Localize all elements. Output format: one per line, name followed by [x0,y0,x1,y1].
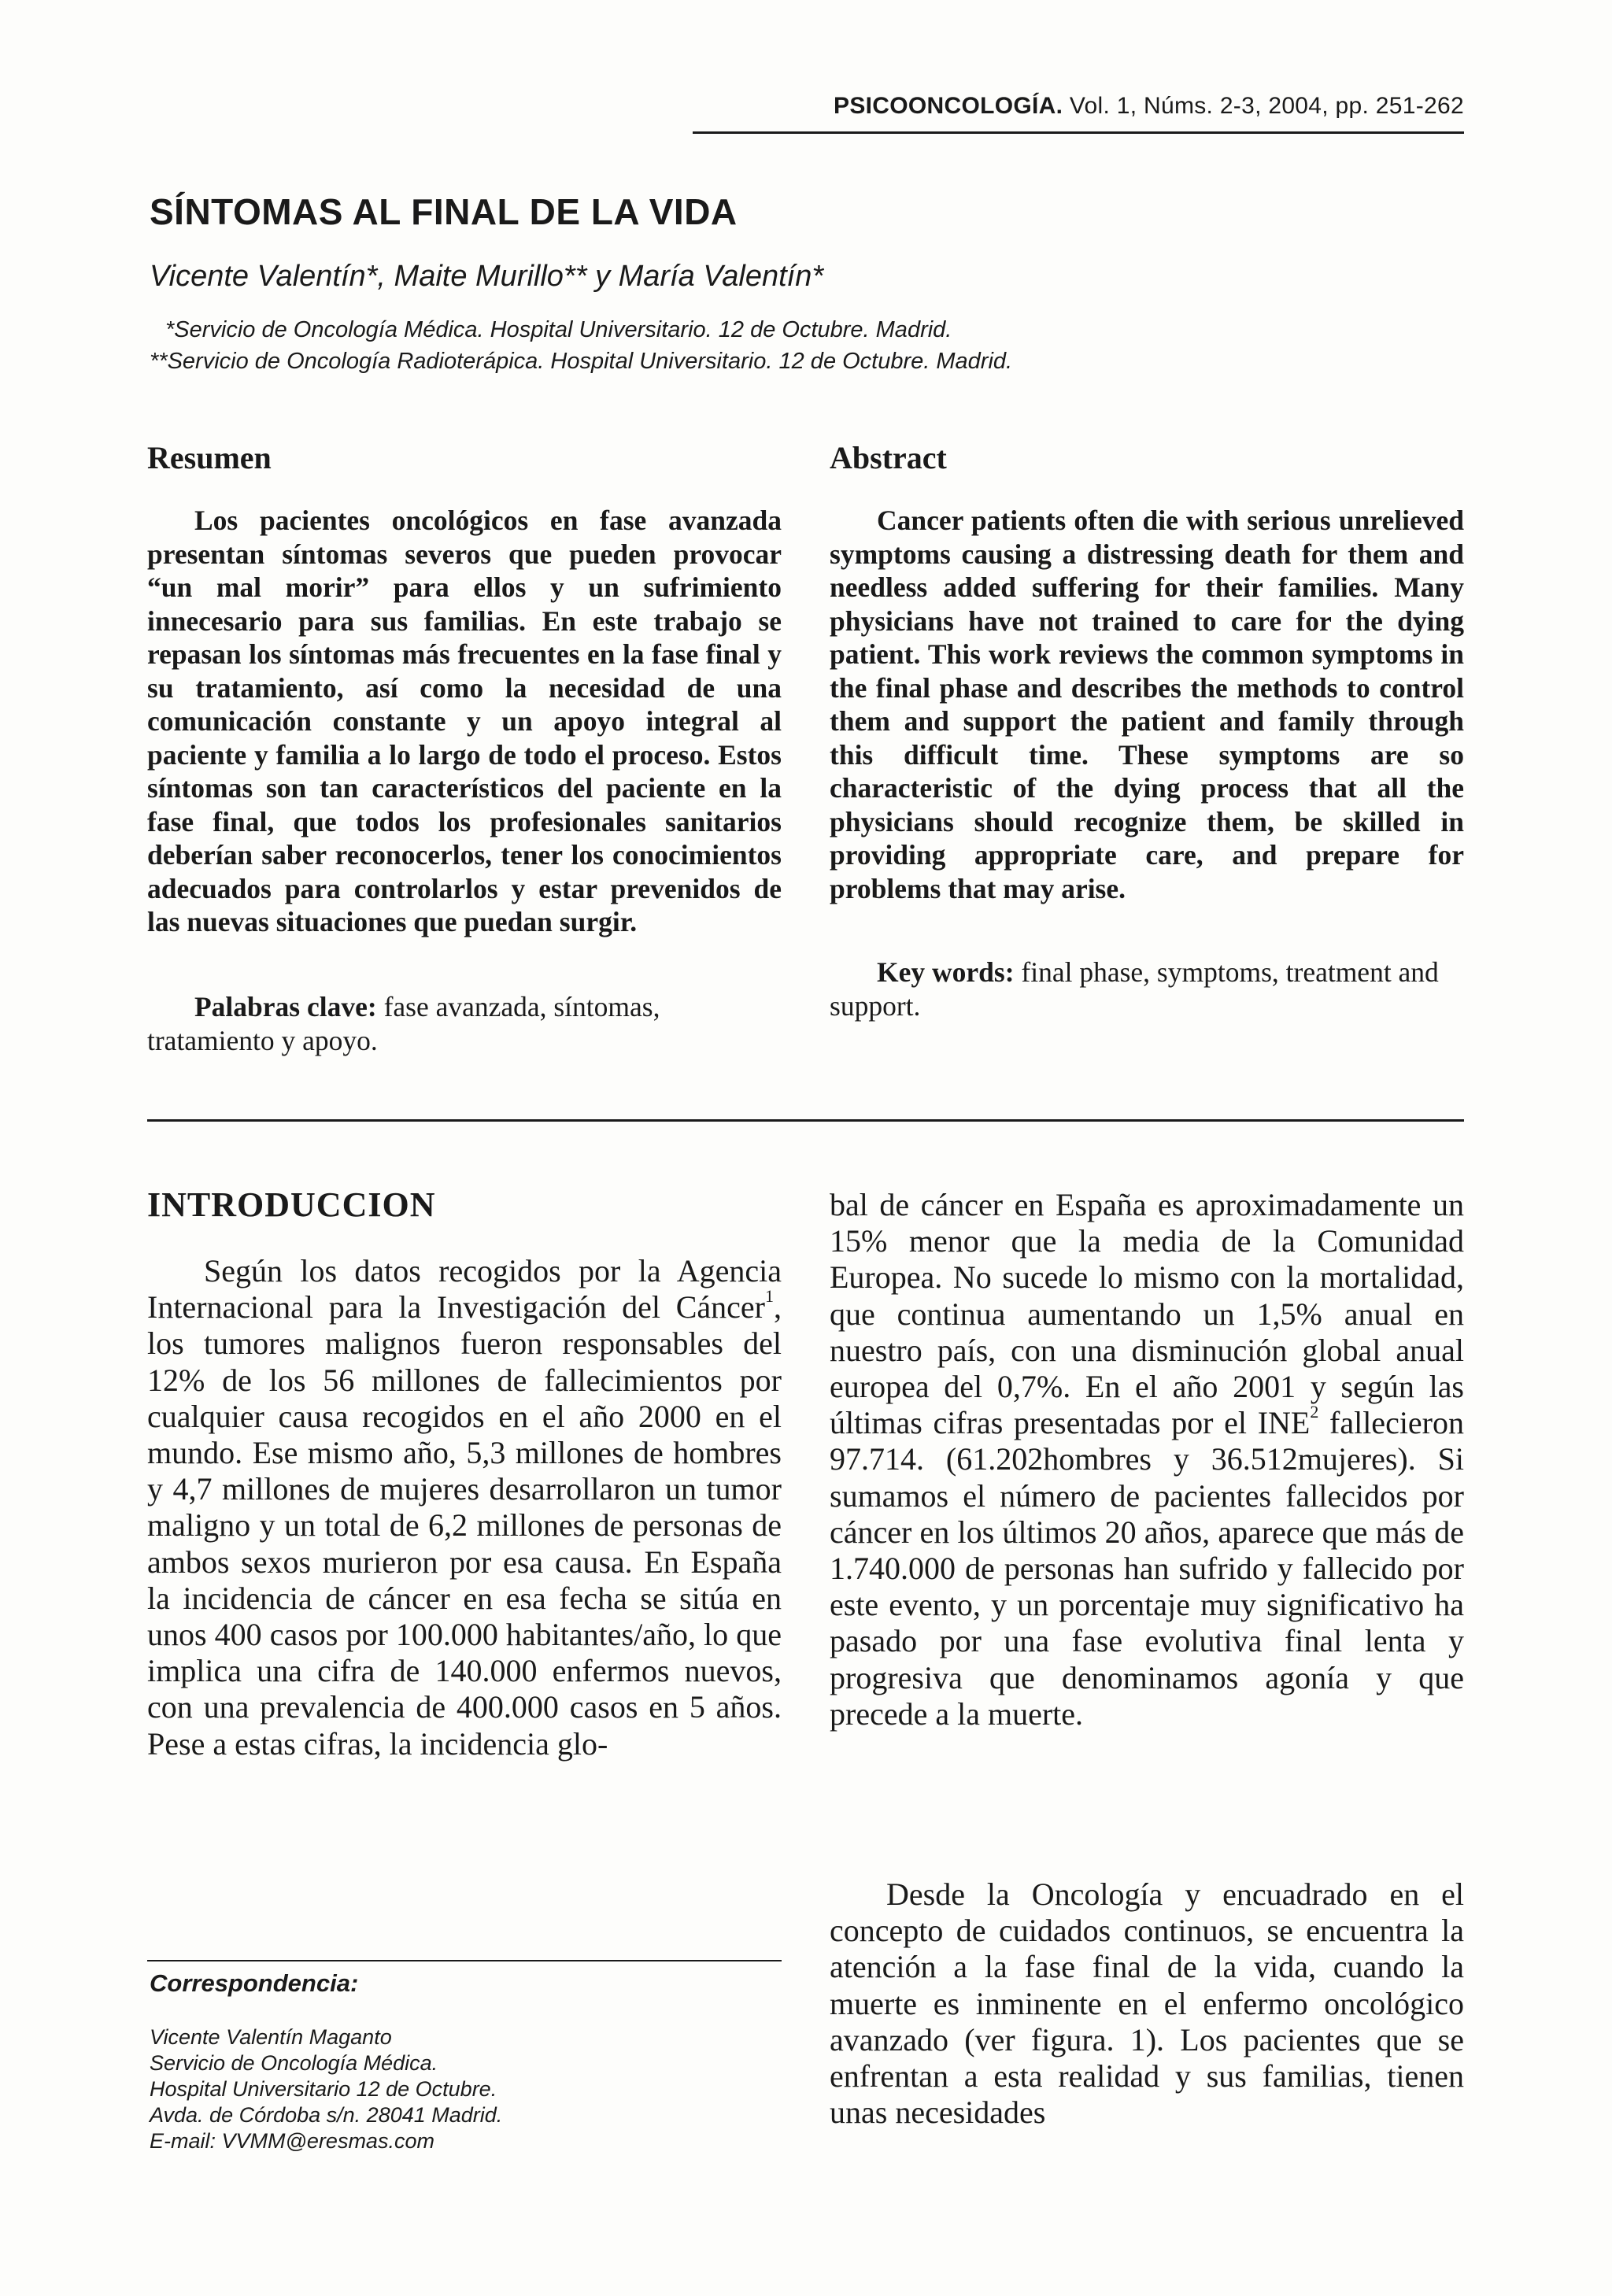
reference-2: 2 [1310,1402,1319,1422]
palabras-clave-value: fase avanzada, síntomas, tratamiento y apoyo. [147,991,660,1056]
intro-p1-text-a: Según los datos recogidos por la Agencia Internacional para la Investigación del Cáncer [147,1253,782,1325]
abstract-text: Cancer patients often die with serious unrelieved symptoms causing a distressing death for them and needless added suffering for their families. Many physicians have not trained to care for the dying patient. This work reviews the common symptoms in the final phase and describes the methods to control them and support the patient and family through this difficult time. These symptoms are so characteristic of the dying process that all the physicians should recognize them, be skilled in providing appropriate care, and prepare for problems that may arise. [830,505,1464,904]
key-words-label: Key words: [877,956,1015,988]
article-authors: Vicente Valentín*, Maite Murillo** y María Valentín* [150,260,824,293]
affiliation-2: **Servicio de Oncología Radioterápica. Hospital Universitario. 12 de Octubre. Madrid. [150,349,1013,374]
header-rule [693,131,1464,134]
journal-name: PSICOONCOLOGÍA. [834,93,1063,119]
running-header [693,93,1464,120]
introduction-heading: INTRODUCCION [147,1185,436,1224]
correspondence-line: Vicente Valentín Maganto [150,2025,392,2049]
intro-p1-cont-text-b: fallecieron 97.714. (61.202hombres y 36.512mujeres). Si sumamos el número de pacientes fallecidos por cáncer en los últimos 20 años, aparece que más de 1.740.000 de personas han sufrido y fallecido por este evento, y un porcentaje muy significativo ha pasado por una fase evolutiva final lenta y progresiva que denominamos agonía y que precede a la muerte. [830,1405,1465,1732]
intro-p1-text-b: , los tumores malignos fueron responsables del 12% de los 56 millones de fallecimientos por cualquier causa recogidos en el año 2000 en el mundo. Ese mismo año, 5,3 millones de hombres y 4,7 millones de mujeres desarrollaron un tumor maligno y un total de 6,2 millones de personas de ambos sexos murieron por esa causa. En España la incidencia de cáncer en esa fecha se sitúa en unos 400 casos por 100.000 habitantes/año, lo que implica una cifra de 140.000 enfermos nuevos, con una prevalencia de 400.000 casos en 5 años. Pese a estas cifras, la incidencia glo- [147,1289,782,1762]
section-divider [147,1119,1464,1122]
article-title: SÍNTOMAS AL FINAL DE LA VIDA [150,191,738,232]
correspondence-line: Servicio de Oncología Médica. [150,2051,438,2075]
correspondence-address [150,2024,502,2154]
affiliation-1: *Servicio de Oncología Médica. Hospital Universitario. 12 de Octubre. Madrid. [165,317,952,342]
intro-paragraph-2: Desde la Oncología y encuadrado en el concepto de cuidados continuos, se encuentra la atención a la fase final de la vida, cuando la muerte es inminente en el enfermo oncológico avanzado (ver figura. 1). Los pacientes que se enfrentan a esta realidad y sus familias, tienen unas necesidades [830,1876,1464,2131]
key-words-value: final phase, symptoms, treatment and support. [830,956,1439,1022]
correspondence-line: Hospital Universitario 12 de Octubre. [150,2077,497,2101]
reference-1: 1 [765,1286,774,1307]
journal-citation: Vol. 1, Núms. 2-3, 2004, pp. 251-262 [1069,93,1464,119]
intro-paragraph-1-continued [830,1187,1464,1732]
correspondence-email: E-mail: VVMM@eresmas.com [150,2129,434,2153]
correspondence-rule [147,1960,782,1961]
resumen-text: Los pacientes oncológicos en fase avanzada presentan síntomas severos que pueden provocar “un mal morir” para ellos y un sufrimiento innecesario para sus familias. En este trabajo se repasan los síntomas más frecuentes en la fase final y su tratamiento, así como la necesidad de una comunicación constante y un apoyo integral al paciente y familia a lo largo de todo el proceso. Estos síntomas son tan característicos del paciente en la fase final, que todos los profesionales sanitarios deberían saber reconocerlos, tener los conocimientos adecuados para controlarlos y estar prevenidos de las nuevas situaciones que puedan surgir. [147,505,782,937]
intro-p1-cont-text-a: bal de cáncer en España es aproximadamente un 15% menor que la media de la Comunidad Europea. No sucede lo mismo con la mortalidad, que continua aumentando un 1,5% anual en nuestro país, con una disminución global anual europea del 0,7%. En el año 2001 y según las últimas cifras presentadas por el INE [830,1187,1464,1441]
abstract-heading: Abstract [830,440,947,475]
palabras-clave [147,990,782,1057]
intro-paragraph-1 [147,1253,782,1762]
resumen-heading: Resumen [147,440,272,475]
palabras-clave-label: Palabras clave: [194,991,377,1022]
key-words [830,956,1464,1022]
correspondence-heading: Correspondencia: [150,1969,359,1997]
correspondence-line: Avda. de Córdoba s/n. 28041 Madrid. [150,2103,503,2127]
